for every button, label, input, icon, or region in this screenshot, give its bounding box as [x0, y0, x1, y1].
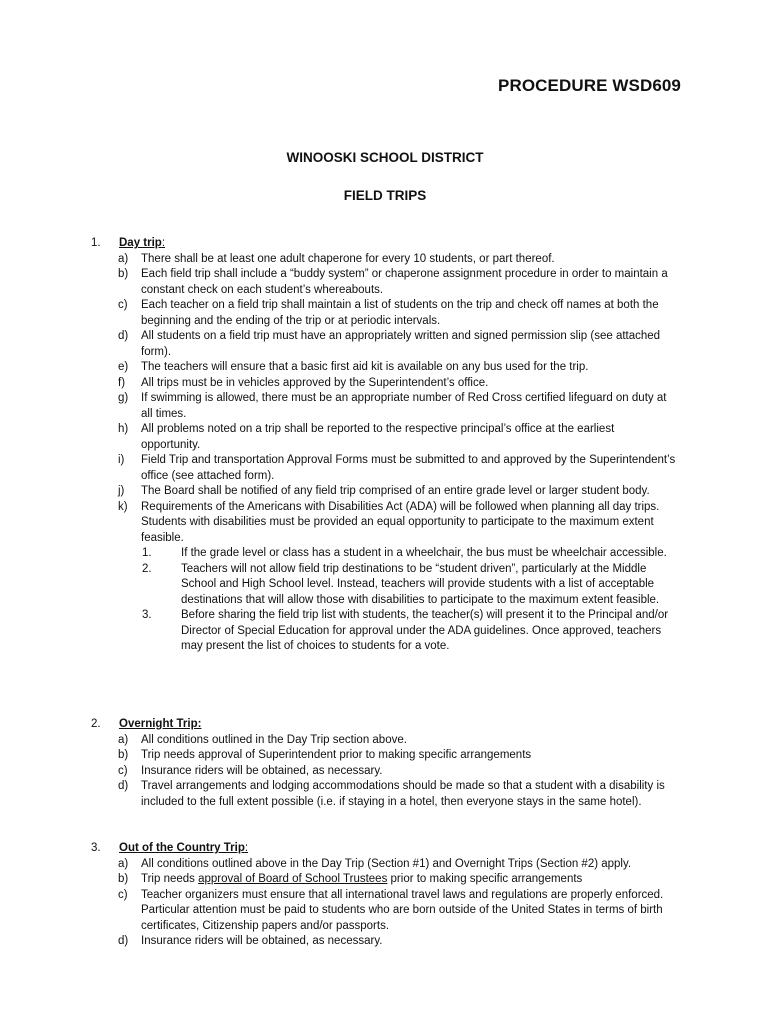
- sub-item-number: 3.: [142, 609, 152, 621]
- list-item: [0, 872, 770, 888]
- item-text: There shall be at least one adult chaperone for every 10 students, or part thereof.: [141, 252, 555, 265]
- item-letter: b): [118, 873, 129, 885]
- item-text: If swimming is allowed, there must be an appropriate number of Red Cross certified lifeguard on duty at all times.: [141, 392, 667, 420]
- item-letter: k): [118, 500, 128, 513]
- list-item: [0, 376, 770, 392]
- item-letter: e): [118, 361, 129, 373]
- section-items: [0, 857, 770, 950]
- underlined-text: approval of Board of School Trustees: [198, 873, 388, 885]
- list-item: [0, 748, 770, 764]
- list-item: [0, 500, 770, 655]
- item-text: Field Trip and transportation Approval Forms must be submitted to and approved by the Superintendent’s office (see attached form).: [141, 454, 676, 482]
- sub-list-item: [0, 546, 770, 562]
- item-text: Requirements of the Americans with Disabilities Act (ADA) will be followed when planning all day trips. Students with disabilities must be provided an equal opportunity to participate to the maximum extent feasible.: [141, 500, 660, 544]
- list-item: [0, 267, 770, 298]
- sub-list-item: [0, 562, 770, 609]
- section-items: [0, 252, 770, 655]
- item-text: Travel arrangements and lodging accommodations should be made so that a student with a disability is included to the full extent possible (i.e. if staying in a hotel, then everyone stays in the same hotel).: [141, 780, 665, 808]
- list-item: [0, 453, 770, 484]
- item-text: All trips must be in vehicles approved by the Superintendent’s office.: [141, 376, 489, 389]
- section-title: Out of the Country Trip:: [119, 842, 249, 854]
- item-text: The Board shall be notified of any field trip comprised of an entire grade level or larger student body.: [141, 485, 650, 497]
- item-text: Trip needs approval of Superintendent prior to making specific arrangements: [141, 749, 532, 761]
- section-number: 3.: [91, 842, 101, 854]
- list-item: [0, 252, 770, 268]
- item-letter: c): [118, 764, 128, 777]
- item-text: Each teacher on a field trip shall maintain a list of students on the trip and check off names at both the beginning and the ending of the trip or at periodic intervals.: [141, 299, 659, 327]
- list-item: [0, 329, 770, 360]
- item-text: All conditions outlined in the Day Trip section above.: [141, 733, 407, 746]
- item-letter: j): [118, 485, 125, 497]
- district-name: WINOOSKI SCHOOL DISTRICT: [286, 150, 484, 165]
- list-item: [0, 391, 770, 422]
- item-letter: a): [118, 857, 129, 870]
- item-text: All conditions outlined above in the Day Trip (Section #1) and Overnight Trips (Section #2) apply.: [141, 857, 632, 870]
- sub-item-text: If the grade level or class has a student in a wheelchair, the bus must be wheelchair accessible.: [181, 547, 667, 559]
- sub-item-text: Before sharing the field trip list with students, the teacher(s) will present it to the Principal and/or Director of Special Education for approval under the ADA guidelines. Once approved, teachers may present the list of choices to students for a vote.: [181, 609, 669, 652]
- item-text: Teacher organizers must ensure that all international travel laws and regulations are properly enforced. Particular attention must be paid to students who are born outside of the United States in terms of birth certificates, Citizenship papers and/or passports.: [141, 888, 664, 932]
- section-number: 2.: [91, 718, 101, 730]
- item-text: All problems noted on a trip shall be reported to the respective principal’s office at the earliest opportunity.: [141, 423, 615, 451]
- item-letter: a): [118, 733, 129, 746]
- list-item: [0, 857, 770, 873]
- list-item: [0, 422, 770, 453]
- item-letter: h): [118, 423, 129, 435]
- list-item: [0, 764, 770, 780]
- item-letter: d): [118, 935, 129, 947]
- item-text: Trip needs approval of Board of School Trustees prior to making specific arrangements: [141, 873, 583, 885]
- sub-item-number: 1.: [142, 547, 152, 559]
- section-title: Day trip:: [119, 237, 166, 249]
- item-letter: c): [118, 299, 128, 311]
- item-text: The teachers will ensure that a basic first aid kit is available on any bus used for the trip.: [141, 361, 589, 373]
- item-letter: d): [118, 780, 129, 792]
- item-letter: g): [118, 392, 129, 404]
- list-item: [0, 888, 770, 935]
- section-items: [0, 733, 770, 811]
- section-number: 1.: [91, 237, 101, 249]
- item-letter: f): [118, 376, 126, 389]
- list-item: [0, 298, 770, 329]
- item-letter: b): [118, 268, 129, 280]
- item-text: Insurance riders will be obtained, as necessary.: [141, 764, 383, 777]
- sub-item-text: Teachers will not allow field trip destinations to be “student driven”, particularly at the Middle School and High School level. Instead, teachers will provide students with a list of acceptable destinations that will allow those with disabilities to participate to the maximum extent feasible.: [181, 562, 660, 606]
- item-text: Insurance riders will be obtained, as necessary.: [141, 935, 383, 947]
- sub-list: [0, 546, 770, 655]
- list-item: [0, 779, 770, 810]
- item-text: Each field trip shall include a “buddy system” or chaperone assignment procedure in order to maintain a constant check on each student’s whereabouts.: [141, 268, 668, 296]
- section-title: Overnight Trip:: [119, 718, 202, 730]
- list-item: [0, 733, 770, 749]
- sub-item-number: 2.: [142, 562, 152, 575]
- list-item: [0, 484, 770, 500]
- list-item: [0, 360, 770, 376]
- item-letter: a): [118, 252, 129, 265]
- item-letter: d): [118, 330, 129, 342]
- procedure-number: PROCEDURE WSD609: [498, 76, 681, 95]
- list-item: [0, 934, 770, 950]
- item-letter: b): [118, 749, 129, 761]
- item-letter: c): [118, 888, 128, 901]
- item-text: All students on a field trip must have an appropriately written and signed permission slip (see attached form).: [141, 330, 661, 358]
- sub-list-item: [0, 608, 770, 655]
- item-letter: i): [118, 454, 125, 466]
- document-title: FIELD TRIPS: [343, 188, 427, 203]
